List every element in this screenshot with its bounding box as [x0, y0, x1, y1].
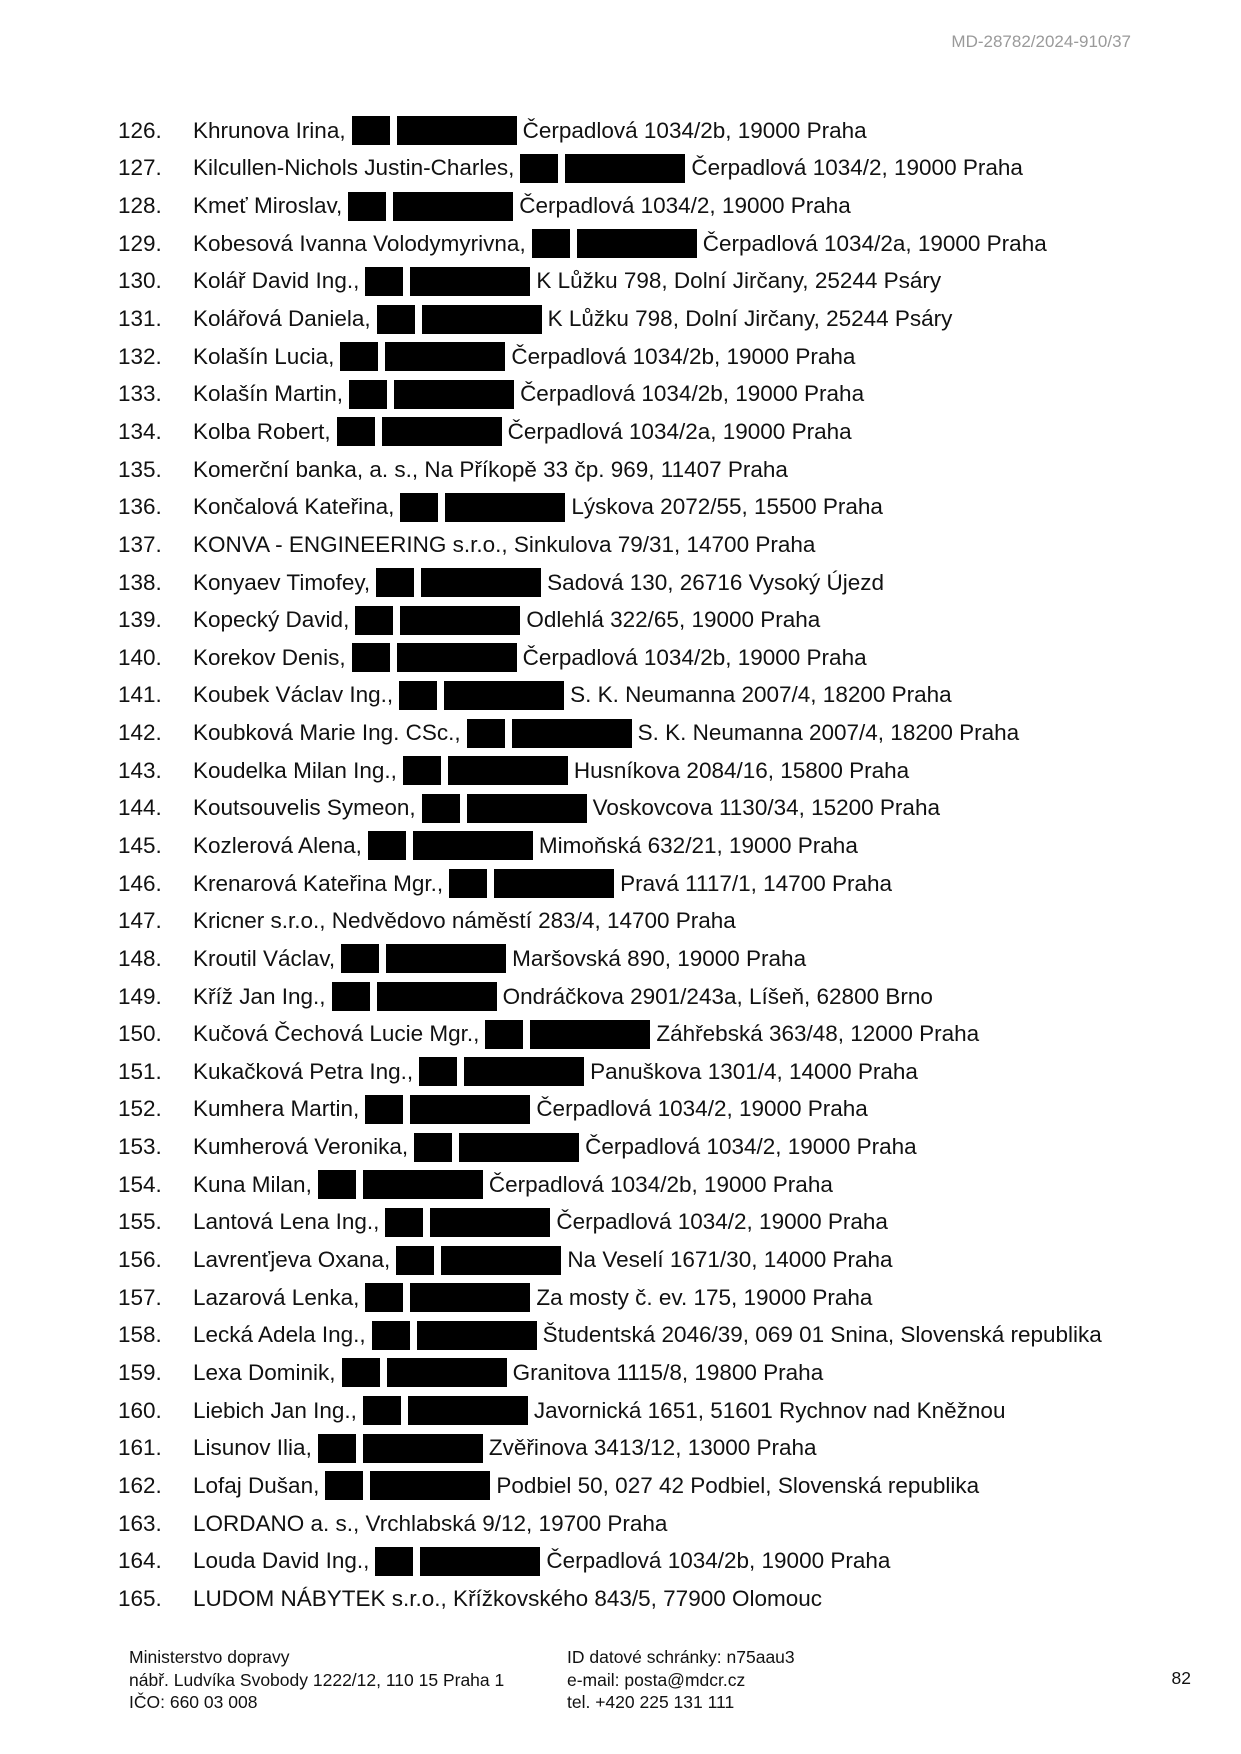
entry-name: Kolašín Martin,: [193, 381, 344, 407]
entry-address: Čerpadlová 1034/2b, 19000 Praha: [511, 343, 856, 369]
list-item: [118, 714, 1102, 752]
entry-number: 160.: [118, 1397, 162, 1423]
entry-address: K Lůžku 798, Dolní Jirčany, 25244 Psáry: [547, 306, 953, 332]
entry-name: Khrunova Irina,: [193, 117, 346, 143]
redaction-block: [420, 1547, 540, 1576]
entry-address: Lýskova 2072/55, 15500 Praha: [571, 494, 883, 520]
entry-number: 132.: [118, 343, 162, 369]
redaction-block: [318, 1170, 356, 1199]
redaction-block: [385, 342, 505, 371]
entry-name: Kolář David Ing.,: [193, 268, 360, 294]
redaction-block: [394, 380, 514, 409]
entry-name: Kroutil Václav,: [193, 945, 336, 971]
entry-number: 131.: [118, 306, 162, 332]
list-item: [118, 187, 1102, 225]
entry-number: 148.: [118, 945, 162, 971]
redaction-block: [485, 1020, 523, 1049]
entry-number: 150.: [118, 1021, 162, 1047]
redaction-block: [464, 1057, 584, 1086]
redaction-block: [419, 1057, 457, 1086]
redaction-block: [397, 643, 517, 672]
entry-number: 126.: [118, 117, 162, 143]
entry-address: Husníkova 2084/16, 15800 Praha: [573, 757, 910, 783]
entry-address: Voskovcova 1130/34, 15200 Praha: [592, 795, 940, 821]
list-item: [118, 1429, 1102, 1467]
redaction-block: [355, 606, 393, 635]
redaction-block: [448, 756, 568, 785]
redaction-block: [403, 756, 441, 785]
entry-number: 157.: [118, 1284, 162, 1310]
redaction-block: [532, 229, 570, 258]
entry-name: Kricner s.r.o., Nedvědovo náměstí 283/4, 14700 Praha: [193, 908, 736, 934]
list-item: [118, 451, 1102, 489]
redaction-block: [441, 1246, 561, 1275]
entry-number: 139.: [118, 607, 162, 633]
entry-address: Čerpadlová 1034/2, 19000 Praha: [691, 155, 1023, 181]
entry-name: Kolba Robert,: [193, 418, 331, 444]
entry-address: Záhřebská 363/48, 12000 Praha: [656, 1021, 980, 1047]
entry-number: 136.: [118, 494, 162, 520]
entry-number: 155.: [118, 1209, 162, 1235]
entry-number: 146.: [118, 870, 162, 896]
redaction-block: [467, 794, 587, 823]
entry-address: Čerpadlová 1034/2b, 19000 Praha: [520, 381, 865, 407]
entry-number: 154.: [118, 1171, 162, 1197]
redaction-block: [467, 719, 505, 748]
redaction-block: [399, 681, 437, 710]
list-item: [118, 978, 1102, 1016]
entry-name: Kříž Jan Ing.,: [193, 983, 326, 1009]
entry-name: Louda David Ing.,: [193, 1548, 370, 1574]
redaction-block: [337, 417, 375, 446]
entry-name: Kmeť Miroslav,: [193, 193, 343, 219]
redaction-block: [348, 192, 386, 221]
redaction-block: [414, 1133, 452, 1162]
redaction-block: [530, 1020, 650, 1049]
redaction-block: [363, 1434, 483, 1463]
list-item: [118, 940, 1102, 978]
redaction-block: [363, 1396, 401, 1425]
redaction-block: [332, 982, 370, 1011]
list-item: [118, 564, 1102, 602]
entry-number: 161.: [118, 1435, 162, 1461]
entry-name: Koubková Marie Ing. CSc.,: [193, 720, 461, 746]
redaction-block: [325, 1471, 363, 1500]
entry-number: 145.: [118, 832, 162, 858]
entry-address: Čerpadlová 1034/2a, 19000 Praha: [702, 230, 1047, 256]
entry-name: LUDOM NÁBYTEK s.r.o., Křížkovského 843/5, 77900 Olomouc: [193, 1585, 823, 1611]
entry-address: Čerpadlová 1034/2b, 19000 Praha: [488, 1171, 833, 1197]
footer-data-box-id: ID datové schránky: n75aau3: [567, 1647, 795, 1667]
list-item: [118, 112, 1102, 150]
entry-name: Kumherová Veronika,: [193, 1134, 409, 1160]
list-item: [118, 1580, 1102, 1618]
list-item: [118, 752, 1102, 790]
list-item: [118, 639, 1102, 677]
list-item: [118, 827, 1102, 865]
entry-name: Kučová Čechová Lucie Mgr.,: [193, 1021, 480, 1047]
entry-number: 163.: [118, 1510, 162, 1536]
entry-address: K Lůžku 798, Dolní Jirčany, 25244 Psáry: [536, 268, 942, 294]
list-item: [118, 1128, 1102, 1166]
entry-number: 142.: [118, 720, 162, 746]
entry-address: Zvěřinova 3413/12, 13000 Praha: [488, 1435, 817, 1461]
redaction-block: [422, 305, 542, 334]
list-item: [118, 1467, 1102, 1505]
entry-name: Lexa Dominik,: [193, 1359, 336, 1385]
redaction-block: [341, 944, 379, 973]
entry-number: 152.: [118, 1096, 162, 1122]
redaction-block: [318, 1434, 356, 1463]
entry-name: Kobesová Ivanna Volodymyrivna,: [193, 230, 526, 256]
redaction-block: [422, 794, 460, 823]
redaction-block: [377, 305, 415, 334]
entry-number: 137.: [118, 531, 162, 557]
redaction-block: [445, 493, 565, 522]
entry-name: Lantová Lena Ing.,: [193, 1209, 380, 1235]
entry-address: Čerpadlová 1034/2b, 19000 Praha: [546, 1548, 891, 1574]
redaction-block: [363, 1170, 483, 1199]
redaction-block: [410, 1095, 530, 1124]
redaction-block: [365, 1095, 403, 1124]
entry-name: Lavrenťjeva Oxana,: [193, 1247, 391, 1273]
redaction-block: [494, 869, 614, 898]
list-item: [118, 150, 1102, 188]
list-item: [118, 1317, 1102, 1355]
entry-address: S. K. Neumanna 2007/4, 18200 Praha: [570, 682, 952, 708]
list-item: [118, 1091, 1102, 1129]
document-reference: MD-28782/2024-910/37: [951, 32, 1131, 51]
footer-phone: tel. +420 225 131 111: [567, 1692, 735, 1712]
entry-address: Podbiel 50, 027 42 Podbiel, Slovenská republika: [496, 1472, 980, 1498]
list-item: [118, 300, 1102, 338]
redaction-block: [377, 982, 497, 1011]
entry-number: 144.: [118, 795, 162, 821]
list-item: [118, 1542, 1102, 1580]
entry-number: 162.: [118, 1472, 162, 1498]
entry-number: 165.: [118, 1585, 162, 1611]
entry-name: Kumhera Martin,: [193, 1096, 360, 1122]
page-number: 82: [1171, 1668, 1191, 1688]
redaction-block: [352, 116, 390, 145]
entry-name: Kukačková Petra Ing.,: [193, 1058, 414, 1084]
redaction-block: [449, 869, 487, 898]
redaction-block: [365, 267, 403, 296]
entry-address: Granitova 1115/8, 19800 Praha: [512, 1359, 824, 1385]
list-item: [118, 677, 1102, 715]
entry-number: 158.: [118, 1322, 162, 1348]
entry-address: Mimoňská 632/21, 19000 Praha: [538, 832, 858, 858]
entry-number: 135.: [118, 456, 162, 482]
list-item: [118, 1015, 1102, 1053]
entry-name: Končalová Kateřina,: [193, 494, 395, 520]
entry-number: 128.: [118, 193, 162, 219]
list-item: [118, 375, 1102, 413]
list-item: [118, 790, 1102, 828]
entry-name: Kopecký David,: [193, 607, 350, 633]
entry-name: LORDANO a. s., Vrchlabská 9/12, 19700 Praha: [193, 1510, 668, 1536]
entry-address: Na Veselí 1671/30, 14000 Praha: [567, 1247, 893, 1273]
list-item: [118, 225, 1102, 263]
entry-address: Čerpadlová 1034/2, 19000 Praha: [585, 1134, 917, 1160]
redaction-block: [444, 681, 564, 710]
entry-number: 130.: [118, 268, 162, 294]
entry-name: Liebich Jan Ing.,: [193, 1397, 357, 1423]
entry-number: 153.: [118, 1134, 162, 1160]
list-item: [118, 865, 1102, 903]
redaction-block: [386, 944, 506, 973]
redaction-block: [417, 1321, 537, 1350]
list-item: [118, 1279, 1102, 1317]
list-item: [118, 1204, 1102, 1242]
redaction-block: [408, 1396, 528, 1425]
redaction-block: [368, 831, 406, 860]
footer-contact-info: [567, 1646, 795, 1714]
footer-ministry-name: Ministerstvo dopravy: [129, 1647, 290, 1667]
list-item: [118, 338, 1102, 376]
entry-address: Odlehlá 322/65, 19000 Praha: [526, 607, 821, 633]
entry-number: 143.: [118, 757, 162, 783]
entry-name: Kolářová Daniela,: [193, 306, 371, 332]
redaction-block: [397, 116, 517, 145]
redaction-block: [421, 568, 541, 597]
redaction-block: [372, 1321, 410, 1350]
entry-name: Koutsouvelis Symeon,: [193, 795, 416, 821]
entry-name: Kilcullen-Nichols Justin-Charles,: [193, 155, 515, 181]
entry-number: 159.: [118, 1359, 162, 1385]
redaction-block: [376, 568, 414, 597]
entry-name: Kuna Milan,: [193, 1171, 312, 1197]
entry-number: 156.: [118, 1247, 162, 1273]
entry-number: 151.: [118, 1058, 162, 1084]
redaction-block: [385, 1208, 423, 1237]
entry-address: Za mosty č. ev. 175, 19000 Praha: [536, 1284, 873, 1310]
list-item: [118, 1392, 1102, 1430]
entry-address: Čerpadlová 1034/2a, 19000 Praha: [507, 418, 852, 444]
entry-number: 149.: [118, 983, 162, 1009]
entry-address: Ondráčkova 2901/243a, Líšeň, 62800 Brno: [502, 983, 933, 1009]
entry-address: Čerpadlová 1034/2, 19000 Praha: [536, 1096, 868, 1122]
entry-name: Koudelka Milan Ing.,: [193, 757, 397, 783]
entry-name: Kolašín Lucia,: [193, 343, 335, 369]
list-item: [118, 413, 1102, 451]
list-item: [118, 263, 1102, 301]
redaction-block: [410, 1283, 530, 1312]
entry-address: Pravá 1117/1, 14700 Praha: [620, 870, 893, 896]
redaction-block: [400, 493, 438, 522]
redaction-block: [413, 831, 533, 860]
entry-number: 140.: [118, 644, 162, 670]
entry-address: Čerpadlová 1034/2, 19000 Praha: [519, 193, 851, 219]
entry-address: Čerpadlová 1034/2, 19000 Praha: [556, 1209, 888, 1235]
entry-name: Lisunov Ilia,: [193, 1435, 312, 1461]
footer-email: e-mail: posta@mdcr.cz: [567, 1669, 746, 1690]
entry-name: Korekov Denis,: [193, 644, 346, 670]
entry-number: 141.: [118, 682, 162, 708]
entry-name: Lofaj Dušan,: [193, 1472, 320, 1498]
entry-number: 133.: [118, 381, 162, 407]
redaction-block: [340, 342, 378, 371]
entry-number: 134.: [118, 418, 162, 444]
list-item: [118, 1053, 1102, 1091]
footer-ministry-address: nábř. Ludvíka Svobody 1222/12, 110 15 Praha 1: [129, 1669, 505, 1690]
list-item: [118, 902, 1102, 940]
entry-number: 129.: [118, 230, 162, 256]
redaction-block: [400, 606, 520, 635]
entry-name: Lecká Adela Ing.,: [193, 1322, 366, 1348]
redaction-block: [352, 643, 390, 672]
list-item: [118, 1505, 1102, 1543]
list-item: [118, 601, 1102, 639]
entry-address: Maršovská 890, 19000 Praha: [512, 945, 807, 971]
list-item: [118, 526, 1102, 564]
entry-number: 138.: [118, 569, 162, 595]
entry-name: Krenarová Kateřina Mgr.,: [193, 870, 444, 896]
redaction-block: [382, 417, 502, 446]
entry-number: 164.: [118, 1548, 162, 1574]
redaction-block: [387, 1358, 507, 1387]
entry-number: 147.: [118, 908, 162, 934]
redaction-block: [577, 229, 697, 258]
entry-address: Čerpadlová 1034/2b, 19000 Praha: [522, 644, 867, 670]
redaction-block: [459, 1133, 579, 1162]
entry-name: KONVA - ENGINEERING s.r.o., Sinkulova 79/31, 14700 Praha: [193, 531, 816, 557]
redaction-block: [375, 1547, 413, 1576]
list-item: [118, 488, 1102, 526]
footer-ministry-info: [129, 1646, 504, 1714]
entry-name: Komerční banka, a. s., Na Příkopě 33 čp. 969, 11407 Praha: [193, 456, 788, 482]
entry-address: Čerpadlová 1034/2b, 19000 Praha: [522, 117, 867, 143]
entry-name: Koubek Václav Ing.,: [193, 682, 394, 708]
footer-ministry-ico: IČO: 660 03 008: [129, 1692, 258, 1712]
redaction-block: [520, 154, 558, 183]
redaction-block: [565, 154, 685, 183]
redaction-block: [365, 1283, 403, 1312]
redaction-block: [430, 1208, 550, 1237]
redaction-block: [396, 1246, 434, 1275]
entry-number: 127.: [118, 155, 162, 181]
redaction-block: [370, 1471, 490, 1500]
redaction-block: [410, 267, 530, 296]
list-item: [118, 1166, 1102, 1204]
redaction-block: [512, 719, 632, 748]
entry-address: Sadová 130, 26716 Vysoký Újezd: [547, 569, 885, 595]
entry-name: Kozlerová Alena,: [193, 832, 362, 858]
list-item: [118, 1241, 1102, 1279]
redaction-block: [342, 1358, 380, 1387]
recipient-list: [118, 112, 1102, 1618]
entry-address: Študentská 2046/39, 069 01 Snina, Slovenská republika: [542, 1322, 1102, 1348]
entry-address: Javornická 1651, 51601 Rychnov nad Kněžnou: [533, 1397, 1006, 1423]
entry-address: S. K. Neumanna 2007/4, 18200 Praha: [637, 720, 1020, 746]
entry-name: Konyaev Timofey,: [193, 569, 371, 595]
entry-address: Panuškova 1301/4, 14000 Praha: [590, 1058, 918, 1084]
list-item: [118, 1354, 1102, 1392]
entry-name: Lazarová Lenka,: [193, 1284, 360, 1310]
redaction-block: [349, 380, 387, 409]
redaction-block: [393, 192, 513, 221]
